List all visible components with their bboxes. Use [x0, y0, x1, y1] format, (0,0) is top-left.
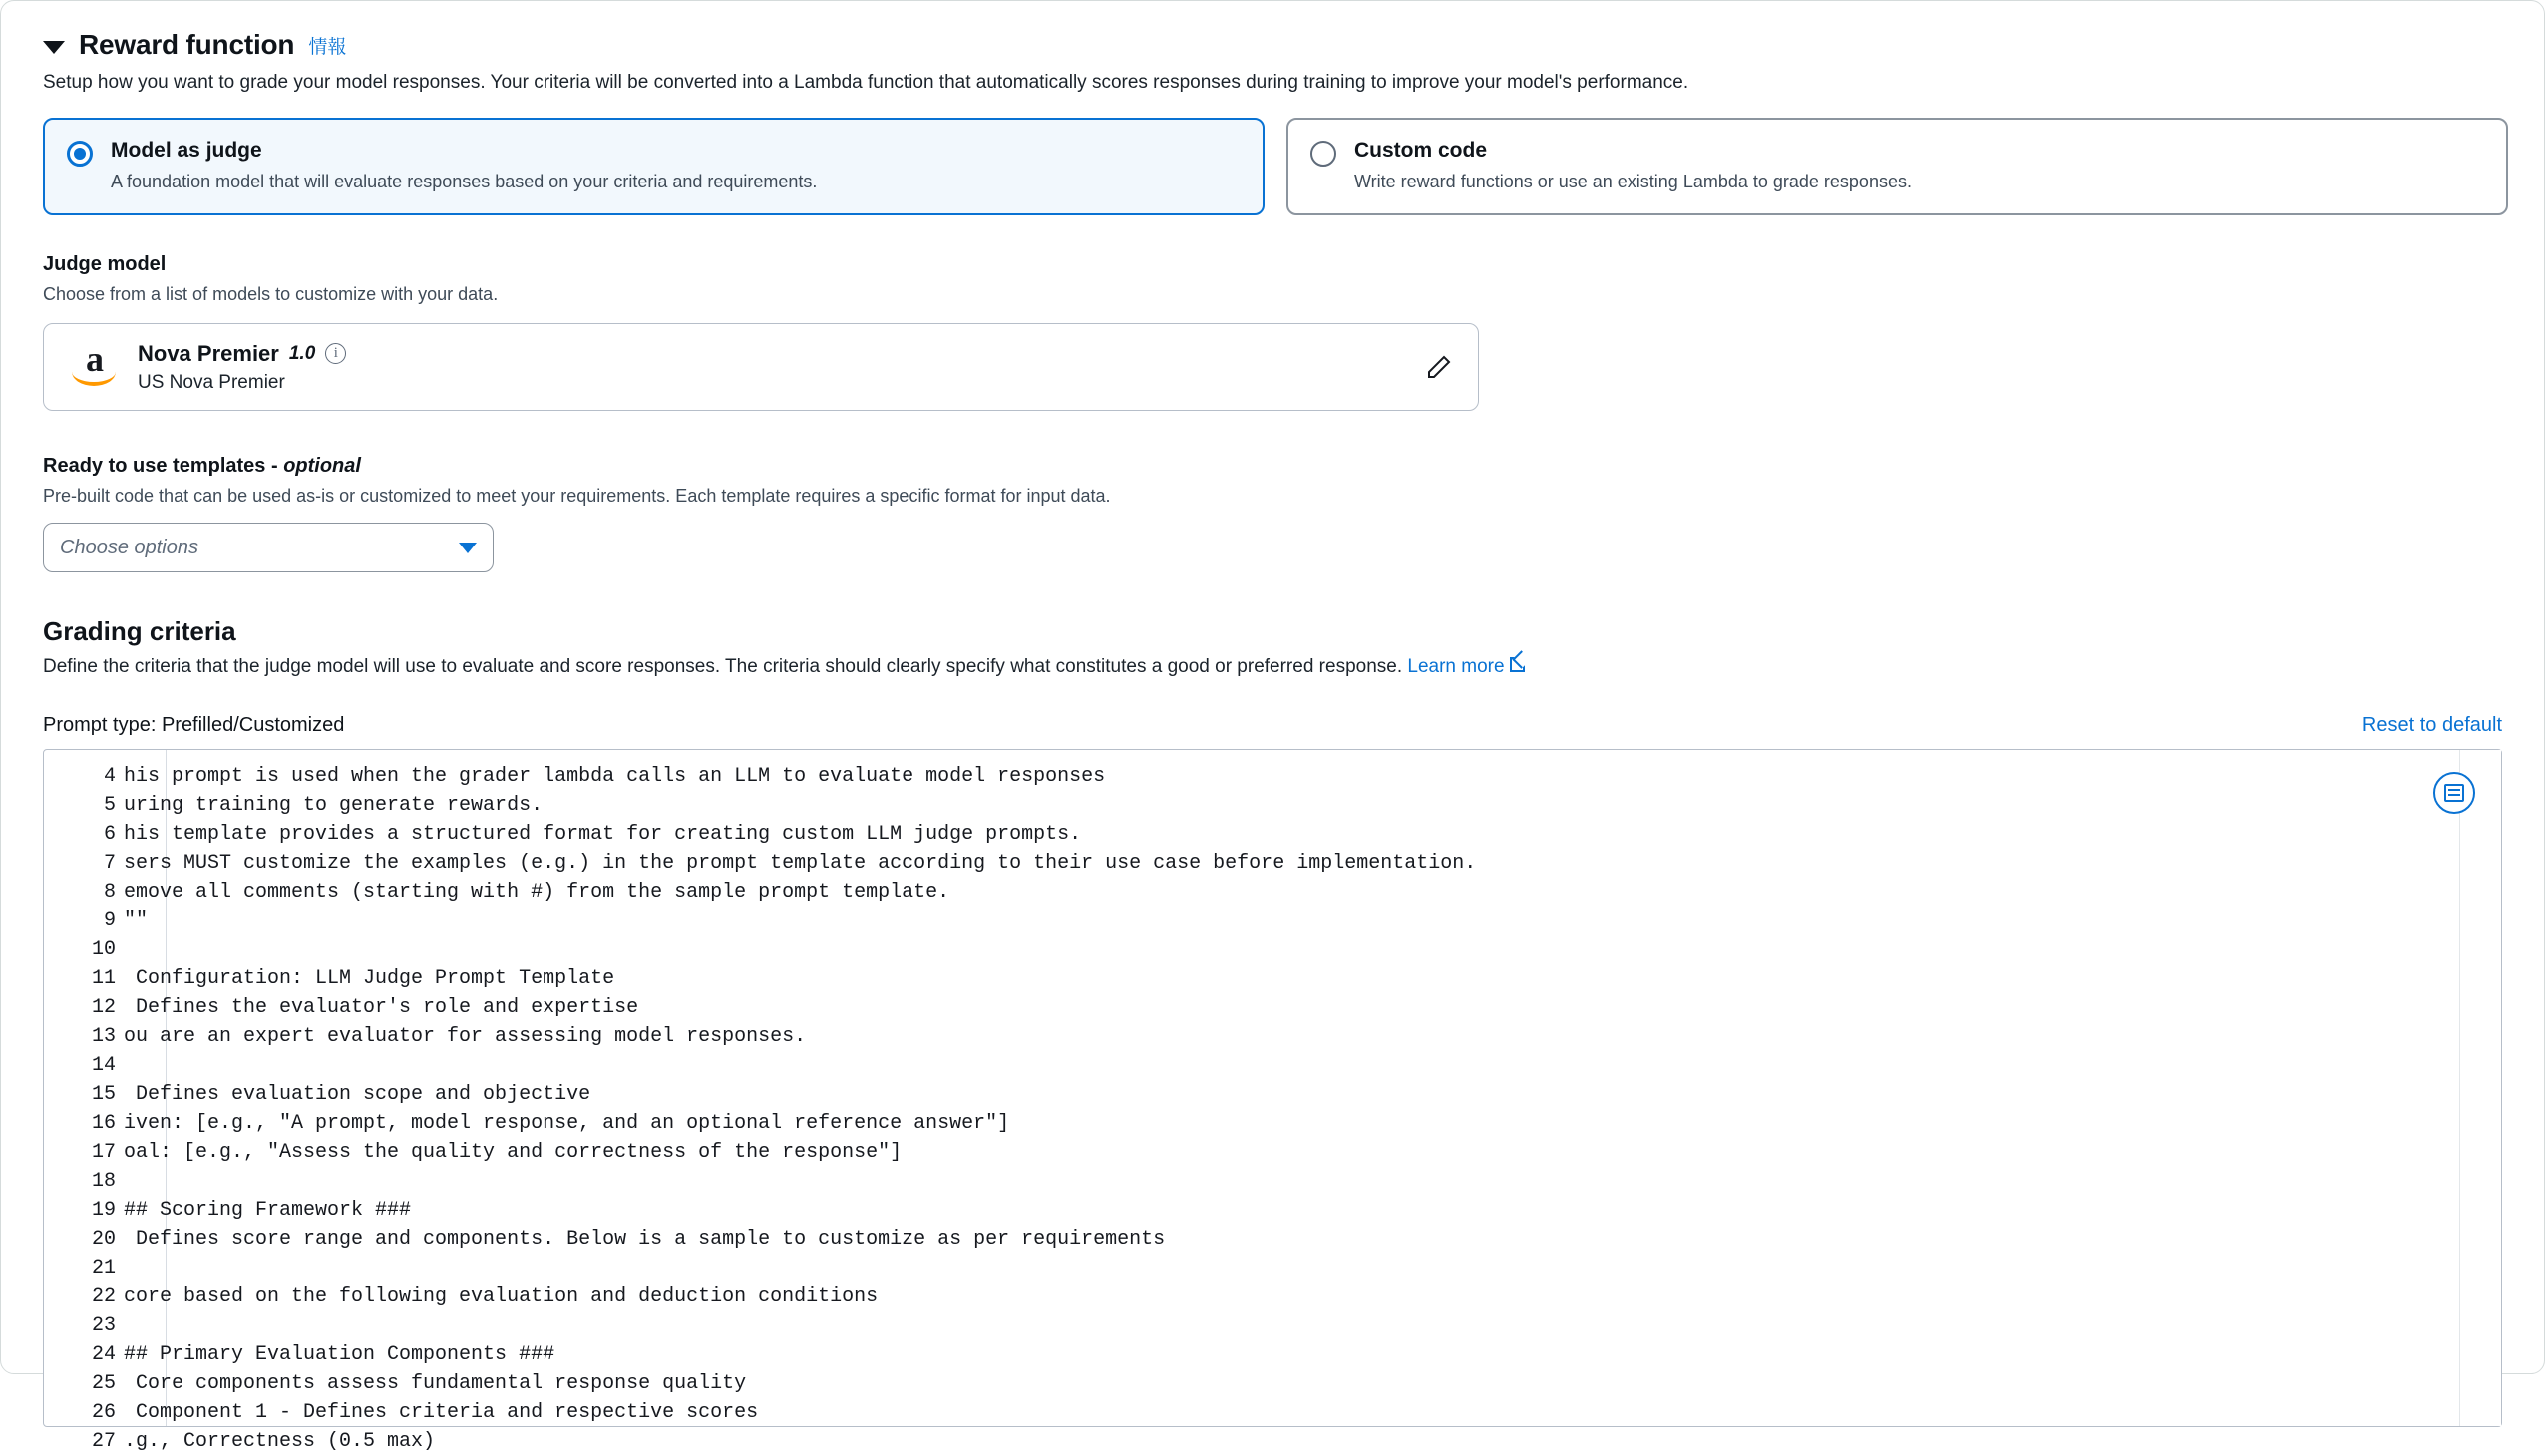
- code-line[interactable]: [44, 935, 2501, 964]
- code-line-number: 18: [91, 1170, 116, 1194]
- code-line-number: 16: [91, 1112, 116, 1136]
- templates-label-optional: optional: [283, 455, 361, 478]
- prompt-type-label: Prompt type:: [43, 714, 162, 737]
- code-line-text: his prompt is used when the grader lambda calls an LLM to evaluate model responses: [124, 765, 1106, 789]
- code-line-number: 19: [91, 1199, 116, 1223]
- code-line-number: 9: [103, 910, 116, 933]
- code-line[interactable]: [44, 1196, 2501, 1225]
- amazon-logo-icon: a: [66, 344, 124, 390]
- external-link-icon: [1510, 657, 1525, 672]
- judge-model-sublabel: Choose from a list of models to customize with your data.: [43, 284, 499, 305]
- section-header: [43, 29, 2502, 61]
- collapse-caret-icon[interactable]: [43, 41, 65, 54]
- code-line-text: emove all comments (starting with #) from the sample prompt template.: [124, 881, 950, 905]
- code-line[interactable]: [44, 849, 2501, 878]
- code-line[interactable]: [44, 1398, 2501, 1427]
- code-line-text: sers MUST customize the examples (e.g.) in the prompt template according to their use case before implementation.: [124, 852, 1477, 876]
- code-line[interactable]: [44, 1022, 2501, 1051]
- judge-model-card[interactable]: [43, 323, 1479, 411]
- option-custom-code-label: Custom code: [1354, 138, 1488, 162]
- code-line[interactable]: [44, 791, 2501, 820]
- templates-sublabel: Pre-built code that can be used as-is or customized to meet your requirements. Each template requires a specific format for input data.: [43, 486, 1111, 507]
- judge-model-version: 1.0: [288, 342, 316, 364]
- code-line-number: 8: [103, 881, 116, 905]
- code-line-number: 6: [103, 823, 116, 847]
- code-line-text: core based on the following evaluation and deduction conditions: [124, 1285, 879, 1309]
- code-line-number: 12: [91, 996, 116, 1020]
- section-description: Setup how you want to grade your model responses. Your criteria will be converted into a Lambda function that automatically scores responses during training to improve your model's performance.: [43, 72, 1689, 93]
- code-line-number: 5: [103, 794, 116, 818]
- code-line-text: .g., Correctness (0.5 max): [124, 1430, 436, 1454]
- code-line[interactable]: [44, 993, 2501, 1022]
- code-line[interactable]: [44, 1340, 2501, 1369]
- editor-scrollbar[interactable]: [2459, 750, 2501, 1426]
- judge-model-name: Nova Premier: [138, 340, 279, 366]
- code-line[interactable]: [44, 878, 2501, 907]
- code-line-number: 27: [91, 1430, 116, 1454]
- code-line-number: 25: [91, 1372, 116, 1396]
- code-editor-lines[interactable]: [44, 750, 2501, 1454]
- code-line-text: ou are an expert evaluator for assessing model responses.: [124, 1025, 807, 1049]
- prompt-type: [43, 714, 344, 737]
- code-line-number: 24: [91, 1343, 116, 1367]
- option-custom-code-description: Write reward functions or use an existing Lambda to grade responses.: [1354, 171, 1912, 191]
- code-line[interactable]: [44, 1311, 2501, 1340]
- option-model-as-judge[interactable]: [43, 118, 1265, 216]
- judge-model-label: Judge model: [43, 253, 167, 276]
- code-line[interactable]: [44, 1254, 2501, 1282]
- code-line-text: Defines the evaluator's role and expertise: [124, 996, 639, 1020]
- code-line-number: 13: [91, 1025, 116, 1049]
- code-line[interactable]: [44, 964, 2501, 993]
- grading-criteria-description-text: Define the criteria that the judge model will use to evaluate and score responses. The criteria should clearly specify what constitutes a good or preferred response.: [43, 656, 1408, 678]
- code-line-text: Configuration: LLM Judge Prompt Template: [124, 967, 615, 991]
- code-line-number: 23: [91, 1314, 116, 1338]
- code-line-text: "": [124, 910, 149, 933]
- code-line-text: Defines evaluation scope and objective: [124, 1083, 591, 1107]
- code-line-text: uring training to generate rewards.: [124, 794, 544, 818]
- reward-type-options: [43, 118, 2502, 216]
- code-line[interactable]: [44, 1369, 2501, 1398]
- code-line[interactable]: [44, 762, 2501, 791]
- code-line-number: 7: [103, 852, 116, 876]
- prompt-type-row: [43, 714, 2502, 737]
- radio-custom-code[interactable]: [1310, 141, 1336, 167]
- code-line-number: 22: [91, 1285, 116, 1309]
- code-line-number: 15: [91, 1083, 116, 1107]
- code-line-number: 21: [91, 1257, 116, 1280]
- chevron-down-icon[interactable]: [459, 543, 477, 553]
- code-line[interactable]: [44, 820, 2501, 849]
- code-line-text: Core components assess fundamental response quality: [124, 1372, 747, 1396]
- code-editor[interactable]: [43, 749, 2502, 1454]
- code-line[interactable]: [44, 1051, 2501, 1080]
- templates-label-text: Ready to use templates -: [43, 455, 284, 478]
- code-line[interactable]: [44, 1282, 2501, 1311]
- code-line-number: 10: [91, 938, 116, 962]
- judge-model-subtitle: US Nova Premier: [138, 371, 285, 393]
- code-line-number: 26: [91, 1401, 116, 1425]
- learn-more-link[interactable]: Learn more: [1407, 656, 1505, 678]
- grading-criteria-description: [43, 656, 2502, 678]
- code-line-text: ## Primary Evaluation Components ###: [124, 1343, 555, 1367]
- info-circle-icon[interactable]: i: [325, 343, 346, 364]
- grading-criteria-title: Grading criteria: [43, 616, 236, 647]
- info-link[interactable]: 情報: [308, 36, 347, 58]
- edit-pencil-icon[interactable]: [1424, 352, 1454, 382]
- code-line[interactable]: [44, 1080, 2501, 1109]
- option-custom-code[interactable]: [1286, 118, 2508, 216]
- templates-select-value: Choose options: [60, 536, 198, 558]
- code-line-number: 11: [91, 967, 116, 991]
- option-model-as-judge-description: A foundation model that will evaluate responses based on your criteria and requirements.: [111, 171, 818, 191]
- code-line-number: 4: [103, 765, 116, 789]
- code-line[interactable]: [44, 1109, 2501, 1138]
- prompt-type-value: Prefilled/Customized: [161, 714, 345, 737]
- code-line[interactable]: [44, 1167, 2501, 1196]
- code-line-text: ## Scoring Framework ###: [124, 1199, 412, 1223]
- templates-select[interactable]: [43, 523, 494, 572]
- code-line-number: 14: [91, 1054, 116, 1078]
- code-line[interactable]: [44, 1225, 2501, 1254]
- code-line-number: 17: [91, 1141, 116, 1165]
- page-title: Reward function: [79, 29, 295, 60]
- code-line-number: 20: [91, 1228, 116, 1252]
- templates-label: [43, 455, 2502, 478]
- code-line-text: his template provides a structured format for creating custom LLM judge prompts.: [124, 823, 1082, 847]
- code-line-text: iven: [e.g., "A prompt, model response, and an optional reference answer"]: [124, 1112, 1010, 1136]
- code-line[interactable]: [44, 1427, 2501, 1456]
- code-line-text: Defines score range and components. Below is a sample to customize as per requirements: [124, 1228, 1166, 1252]
- code-line-text: oal: [e.g., "Assess the quality and correctness of the response"]: [124, 1141, 903, 1165]
- editor-panel-toggle-icon[interactable]: [2433, 772, 2475, 814]
- code-line-text: Component 1 - Defines criteria and respective scores: [124, 1401, 759, 1425]
- reset-to-default-button[interactable]: Reset to default: [2362, 714, 2502, 737]
- option-model-as-judge-label: Model as judge: [111, 138, 262, 162]
- code-line[interactable]: [44, 907, 2501, 935]
- code-line[interactable]: [44, 1138, 2501, 1167]
- radio-model-as-judge[interactable]: [67, 141, 93, 167]
